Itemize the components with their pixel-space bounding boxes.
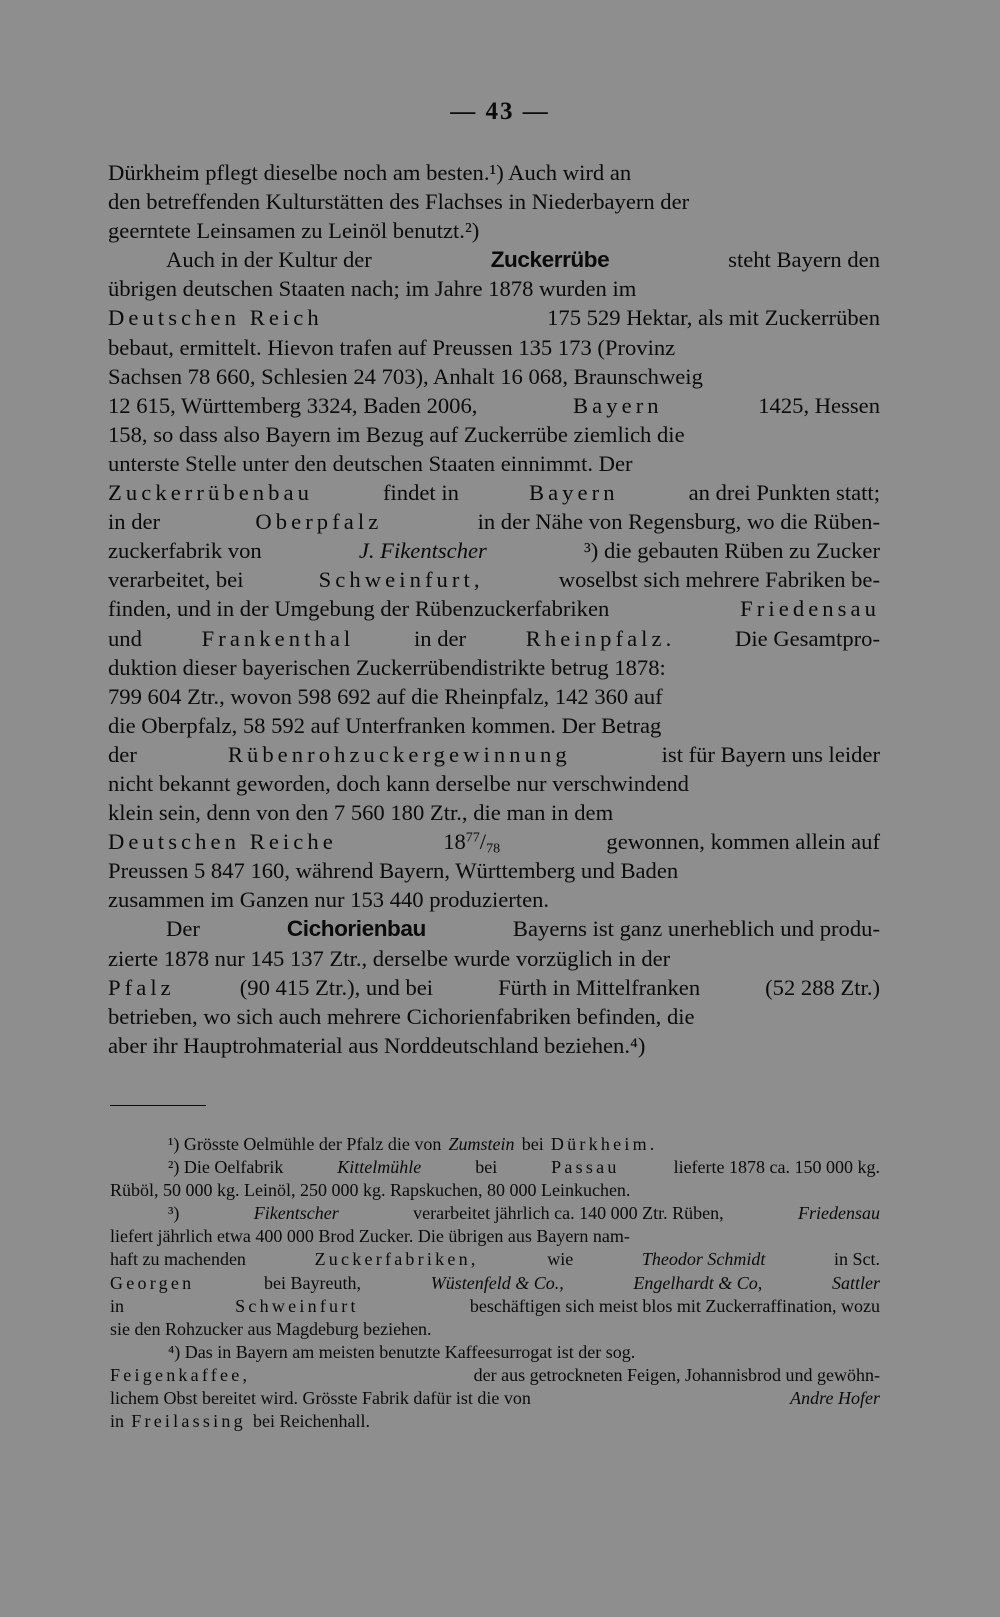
text-line: Preussen 5 847 160, während Bayern, Württemberg und Baden (108, 858, 679, 884)
footnote-1: ¹) Grösste Oelmühle der Pfalz die von Zumstein bei Dürkheim. (168, 1134, 658, 1154)
footnote-line: sie den Rohzucker aus Magdeburg beziehen. (110, 1318, 432, 1339)
text-line (108, 158, 880, 187)
text-line: Pfalz (90 415 Ztr.), und bei Fürth in Mittelfranken (52 288 Ztr.) (108, 974, 880, 1000)
line-text: den betreffenden Kulturstätten des Flachses in Niederbayern der (108, 189, 690, 215)
text-line: 158, so dass also Bayern im Bezug auf Zuckerrübe ziemlich die (108, 421, 685, 447)
text-line: zierte 1878 nur 145 137 Ztr., derselbe wurde vorzüglich in der (108, 945, 671, 971)
text-line: betrieben, wo sich auch mehrere Cichorienfabriken befinden, die (108, 1003, 695, 1029)
text-line: und Frankenthal in der Rheinpfalz. Die Gesamtpro- (108, 625, 880, 651)
line-text: geerntete Leinsamen zu Leinöl benutzt.²) (108, 218, 480, 244)
text-line: übrigen deutschen Staaten nach; im Jahre 1878 wurden im (108, 276, 637, 302)
text-line: verarbeitet, bei Schweinfurt, woselbst sich mehrere Fabriken be- (108, 567, 880, 593)
text-line: bebaut, ermittelt. Hievon trafen auf Preussen 135 173 (Provinz (108, 334, 676, 360)
text-line: Deutschen Reich 175 529 Hektar, als mit Zuckerrüben (108, 305, 880, 331)
footnote-4: ⁴) Das in Bayern am meisten benutzte Kaffeesurrogat ist der sog. (168, 1341, 636, 1362)
main-text (108, 158, 880, 1060)
text-line: Zuckerrübenbau findet in Bayern an drei Punkten statt; (108, 480, 880, 506)
heading-zuckerruebe: Zuckerrübe (490, 247, 610, 273)
heading-cichorienbau: Cichorienbau (286, 916, 426, 942)
text-line: die Oberpfalz, 58 592 auf Unterfranken kommen. Der Betrag (108, 712, 662, 738)
text-line: finden, und in der Umgebung der Rübenzuckerfabriken Friedensau (108, 596, 880, 622)
footnote-line: Rüböl, 50 000 kg. Leinöl, 250 000 kg. Rapskuchen, 80 000 Leinkuchen. (110, 1180, 631, 1201)
footnotes (110, 1133, 880, 1433)
fraction-year: $18^{77}/_{78}$ (443, 829, 501, 857)
text-line: der Rübenrohzuckergewinnung ist für Bayern uns leider (108, 741, 880, 767)
text-line: zuckerfabrik von J. Fikentscher ³) die gebauten Rüben zu Zucker (108, 538, 880, 564)
line-text: Dürkheim pflegt dieselbe noch am besten.¹) Auch wird an (108, 160, 632, 185)
text-line: zusammen im Ganzen nur 153 440 produzierten. (108, 887, 550, 913)
text-line: Deutschen Reiche $18^{77}/_{78}$ gewonnen, kommen allein auf (108, 829, 880, 857)
footnote-2: ²) Die Oelfabrik Kittelmühle bei Passau lieferte 1878 ca. 150 000 kg. (168, 1157, 880, 1178)
text-line: in der Oberpfalz in der Nähe von Regensburg, wo die Rüben- (108, 509, 880, 535)
text-line: Auch in der Kultur der Zuckerrübe steht Bayern den (108, 245, 880, 274)
footnote-line: liefert jährlich etwa 400 000 Brod Zucker. Die übrigen aus Bayern nam- (110, 1226, 630, 1247)
footnote-line: Georgen bei Bayreuth, Wüstenfeld & Co., Engelhardt & Co, Sattler (110, 1272, 880, 1293)
footnote-line: in Freilassing bei Reichenhall. (110, 1411, 370, 1432)
text-line (108, 216, 880, 245)
text-line: 12 615, Württemberg 3324, Baden 2006, Bayern 1425, Hessen (108, 392, 880, 418)
text-line: aber ihr Hauptrohmaterial aus Norddeutschland beziehen.⁴) (108, 1032, 646, 1058)
page-number: — 43 — (450, 98, 550, 125)
text-line (108, 187, 880, 216)
text-line: unterste Stelle unter den deutschen Staaten einnimmt. Der (108, 450, 633, 476)
footnote-3: ³) Fikentscher verarbeitet jährlich ca. 140 000 Ztr. Rüben, Friedensau (168, 1203, 880, 1224)
text-line: 799 604 Ztr., wovon 598 692 auf die Rheinpfalz, 142 360 auf (108, 683, 663, 709)
footnote-line: haft zu machenden Zuckerfabriken, wie Theodor Schmidt in Sct. (110, 1249, 880, 1270)
text-line: duktion dieser bayerischen Zuckerrübendistrikte betrug 1878: (108, 654, 666, 680)
footnote-line: lichem Obst bereitet wird. Grösste Fabrik dafür ist die von Andre Hofer (110, 1388, 880, 1409)
footnote-divider (110, 1105, 206, 1106)
footnote-line: Feigenkaffee, der aus getrockneten Feigen, Johannisbrod und gewöhn- (110, 1364, 880, 1385)
text-line: Der Cichorienbau Bayerns ist ganz unerheblich und produ- (108, 914, 880, 943)
text-line: Sachsen 78 660, Schlesien 24 703), Anhalt 16 068, Braunschweig (108, 363, 703, 389)
text-line: nicht bekannt geworden, doch kann derselbe nur verschwindend (108, 770, 689, 796)
text-line: klein sein, denn von den 7 560 180 Ztr., die man in dem (108, 800, 614, 826)
footnote-line: in Schweinfurt beschäftigen sich meist blos mit Zuckerraffination, wozu (110, 1295, 880, 1316)
